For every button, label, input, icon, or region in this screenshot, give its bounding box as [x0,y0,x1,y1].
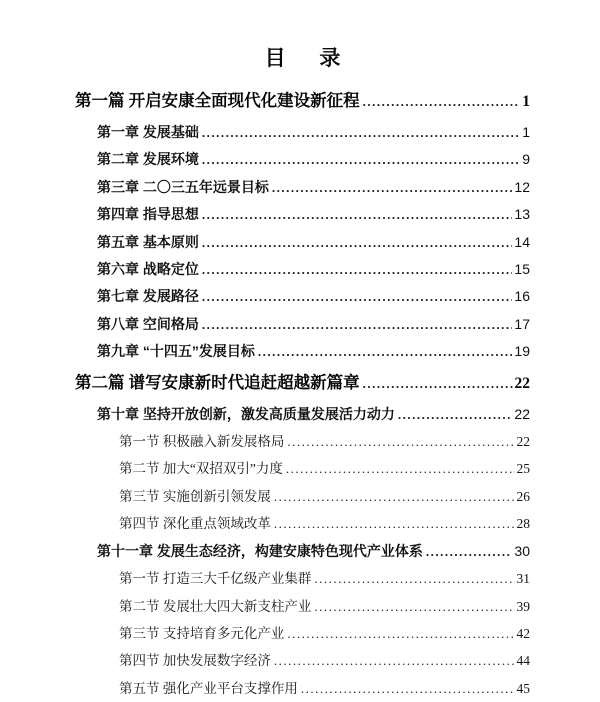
toc-content [75,42,530,702]
toc-page-number: 39 [516,598,530,614]
toc-page-number: 15 [514,261,530,278]
toc-entry-label: 第四节 深化重点领域改革 [119,516,271,532]
toc-dot-leader [287,428,514,455]
toc-page-number: 26 [516,488,530,504]
toc-dot-leader [202,229,513,256]
toc-page-number: 1 [522,124,530,140]
toc-entry-label: 第六章 战略定位 [97,261,199,278]
toc-page-number: 16 [514,288,530,305]
toc-page-number: 17 [514,315,530,332]
toc-entry-chapter[interactable] [75,338,530,365]
toc-page-number: 22 [514,374,530,392]
toc-dot-leader [272,174,513,201]
toc-entry-label: 第五章 基本原则 [97,233,199,250]
toc-entry-label: 第四节 加快发展数字经济 [119,653,271,669]
toc-entry-label: 第一节 打造三大千亿级产业集群 [119,571,312,587]
toc-dot-leader [363,86,521,117]
toc-dot-leader [426,538,513,565]
toc-entry-chapter[interactable] [75,229,530,256]
toc-dot-leader [314,593,514,620]
toc-page-number: 31 [516,571,530,587]
toc-entry-chapter[interactable] [75,201,530,228]
toc-dot-leader [274,483,515,510]
toc-entry-section[interactable] [75,593,530,620]
toc-dot-leader [301,675,515,702]
toc-dot-leader [398,401,513,428]
toc-page-number: 30 [514,542,530,559]
toc-entry-label: 第五节 强化产业平台支撑作用 [119,680,298,696]
toc-page-number: 22 [516,434,530,450]
toc-dot-leader [202,256,513,283]
toc-entry-section[interactable] [75,428,530,455]
toc-entry-label: 第十章 坚持开放创新，激发高质量发展活力动力 [97,405,395,422]
toc-entry-part[interactable] [75,86,530,117]
toc-entry-label: 第二节 加大“双招双引”力度 [119,461,283,477]
toc-page-number: 22 [514,405,530,422]
toc-dot-leader [274,647,515,674]
toc-page-number: 12 [514,178,530,195]
toc-entry-section[interactable] [75,647,530,674]
toc-page-number: 44 [516,653,530,669]
toc-entry-label: 第九章 “十四五”发展目标 [97,343,255,360]
toc-dot-leader [202,283,513,310]
toc-entry-chapter[interactable] [75,119,530,146]
toc-page-number: 1 [522,93,530,110]
toc-entry-label: 第二篇 谱写安康新时代追赶超越新篇章 [75,372,360,392]
toc-entry-section[interactable] [75,565,530,592]
toc-dot-leader [202,146,520,173]
toc-dot-leader [314,565,514,592]
toc-entry-chapter[interactable] [75,174,530,201]
toc-page-number: 9 [522,151,530,168]
toc-entry-section[interactable] [75,483,530,510]
toc-entry-label: 第三章 二〇三五年远景目标 [97,178,269,195]
toc-entry-part[interactable] [75,368,530,399]
toc-entry-chapter[interactable] [75,146,530,173]
toc-dot-leader [286,455,515,482]
toc-entry-chapter[interactable] [75,311,530,338]
toc-entry-label: 第二章 发展环境 [97,151,199,168]
toc-dot-leader [202,311,513,338]
toc-entry-label: 第三节 支持培育多元化产业 [119,625,285,641]
toc-page-number: 19 [514,343,530,360]
toc-entry-label: 第二节 发展壮大四大新支柱产业 [119,598,312,614]
toc-entry-label: 第一章 发展基础 [97,124,199,140]
toc-entry-chapter[interactable] [75,538,530,565]
toc-dot-leader [202,201,513,228]
toc-entry-chapter[interactable] [75,256,530,283]
toc-entry-chapter[interactable] [75,283,530,310]
toc-dot-leader [202,119,520,146]
page-title: 目 录 [264,47,355,70]
toc-page-number: 13 [514,206,530,223]
toc-entry-section[interactable] [75,675,530,702]
toc-list [75,86,530,702]
toc-entry-label: 第四章 指导思想 [97,206,199,223]
toc-page-number: 42 [516,625,530,641]
toc-entry-label: 第七章 发展路径 [97,288,199,305]
toc-entry-label: 第十一章 发展生态经济，构建安康特色现代产业体系 [97,542,423,559]
toc-dot-leader [363,368,513,399]
toc-page-number: 45 [516,680,530,696]
toc-dot-leader [287,620,514,647]
toc-entry-label: 第一节 积极融入新发展格局 [119,434,285,450]
toc-dot-leader [258,338,513,365]
toc-entry-section[interactable] [75,620,530,647]
toc-entry-section[interactable] [75,455,530,482]
toc-dot-leader [274,510,515,537]
toc-entry-label: 第八章 空间格局 [97,315,199,332]
toc-page-number: 14 [514,233,530,250]
toc-page-number: 28 [516,516,530,532]
toc-entry-section[interactable] [75,510,530,537]
toc-entry-label: 第一篇 开启安康全面现代化建设新征程 [75,91,360,110]
toc-entry-chapter[interactable] [75,401,530,428]
toc-page-number: 25 [516,461,530,477]
toc-entry-label: 第三节 实施创新引领发展 [119,488,271,504]
